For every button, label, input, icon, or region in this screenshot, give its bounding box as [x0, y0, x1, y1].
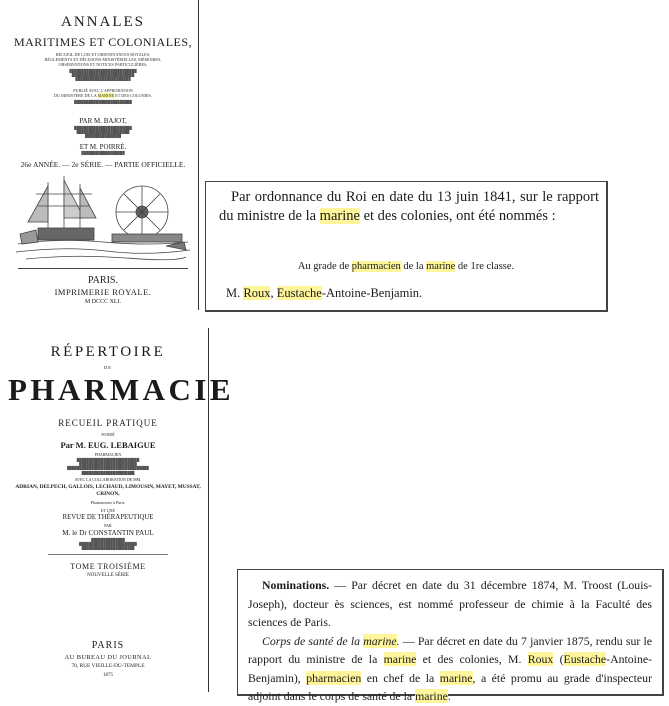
- grade-line: Au grade de pharmacien de la marine de 1re classe.: [297, 261, 515, 272]
- repertoire-city: PARIS: [91, 640, 125, 651]
- annales-title: ANNALES: [61, 14, 145, 30]
- nominations-body: [248, 576, 652, 706]
- tome-troisieme: TOME TROISIÈME: [70, 562, 146, 571]
- appointee-name: M. Roux, Eustache-Antoine-Benjamin.: [226, 286, 423, 300]
- collaborators: ADRIAN, DELPECH, GALLOIS, LECHAUD, LIMOUSIN, MAYET, MUSSAT, CRINON,: [15, 484, 201, 497]
- bureau-journal: AU BUREAU DU JOURNAL: [64, 654, 152, 661]
- fonde-label: FONDÉ: [101, 432, 115, 437]
- annales-year: M DCCC XLI.: [84, 299, 122, 305]
- annales-publisher-line: PUBLIÉ AVEC L'APPROBATION DU MINISTÈRE DE LA MARINE ET DES COLONIES,: [54, 88, 152, 98]
- collab-note: Pharmaciens à Paris.: [90, 500, 126, 505]
- excerpt-ordonnance-1841: [205, 181, 608, 312]
- lebaigue-titles: ██████████████████████████ ████████████████████████ ██████████████████████████████████ ██████████████████████: [67, 458, 149, 475]
- repertoire-year: 1875: [103, 673, 113, 678]
- corps-sante-paragraph: Corps de santé de la marine. — Par décret en date du 7 janvier 1875, rendu sur le rapport du ministre de la marine et des colonies, M. Roux (Eustache-Antoine-Benjamin), pharmacien en chef de la marine, a été promu au grade d'inspecteur adjoint dans le corps de santé de la marine.: [248, 633, 653, 703]
- excerpt-nominations-1875: [237, 569, 664, 703]
- par-small: PAR: [104, 523, 112, 528]
- journal-address: 78, RUE VIEILLE-DU-TEMPLE: [71, 663, 145, 669]
- recueil-pratique: RECUEIL PRATIQUE: [58, 418, 158, 428]
- pharmacie-title: PHARMACIE: [8, 372, 235, 407]
- revue-therapeutique: REVUE DE THÉRAPEUTIQUE: [62, 514, 154, 521]
- title-page-repertoire: [8, 328, 235, 692]
- annales-fine-print-2: ████████████████████████: [74, 100, 132, 104]
- constantin-paul: M. le Dr CONSTANTIN PAUL: [62, 529, 154, 537]
- annales-edition: 26e ANNÉE. — 2e SÉRIE. — PARTIE OFFICIELLE.: [20, 160, 186, 169]
- ordonnance-paragraph: Par ordonnance du Roi en date du 13 juin 1841, sur le rapport du ministre de la marine et des colonies, ont été nommés :: [219, 189, 599, 224]
- annales-author-2: ET M. POIRRÉ.: [79, 143, 127, 151]
- annales-author-1: PAR M. BAJOT,: [79, 117, 127, 125]
- pharmacien-label: PHARMACIEN: [94, 452, 122, 457]
- constantin-titles: ██████████████ ████████████████████████ ██████████████████████: [79, 538, 137, 551]
- repertoire-title: RÉPERTOIRE: [50, 344, 166, 360]
- harbor-engraving: [16, 172, 190, 264]
- annales-fine-print: ████████████████████████████ ██████████████████████████ ███████████████████████: [69, 69, 137, 82]
- annales-printer: IMPRIMERIE ROYALE.: [54, 287, 152, 297]
- annales-subtitle: MARITIMES ET COLONIALES,: [13, 35, 193, 49]
- repertoire-de: DE: [104, 365, 112, 370]
- lebaigue-author: Par M. EUG. LEBAIGUE: [60, 440, 156, 450]
- title-page-annales: [8, 0, 199, 310]
- et-une: ET UNE: [100, 508, 116, 513]
- collab-label: AVEC LA COLLABORATION DE MM.: [74, 477, 142, 482]
- annales-author-2-note: ██████████████████: [81, 151, 125, 155]
- annales-city: PARIS.: [88, 275, 118, 286]
- repertoire-rule: [48, 554, 168, 555]
- nominations-paragraph: Nominations. — Par décret en date du 31 décembre 1874, M. Troost (Louis-Joseph), docteur ès sciences, est nommé professeur de chimie à la Faculté des sciences de Paris.: [248, 578, 652, 629]
- annales-description: RECUEIL DE LOIS ET ORDONNANCES ROYALES, RÈGLEMENTS ET DÉCISIONS MINISTÉRIELLES, MÉMOIRES, OBSERVATIONS ET NOTICES PARTICULIÈRES,: [44, 52, 162, 67]
- annales-author-notes: ████████████████████████ ██████████████████████ ███████████████: [74, 126, 132, 139]
- annales-rule: [18, 268, 188, 269]
- nouvelle-serie: NOUVELLE SÉRIE: [87, 573, 129, 578]
